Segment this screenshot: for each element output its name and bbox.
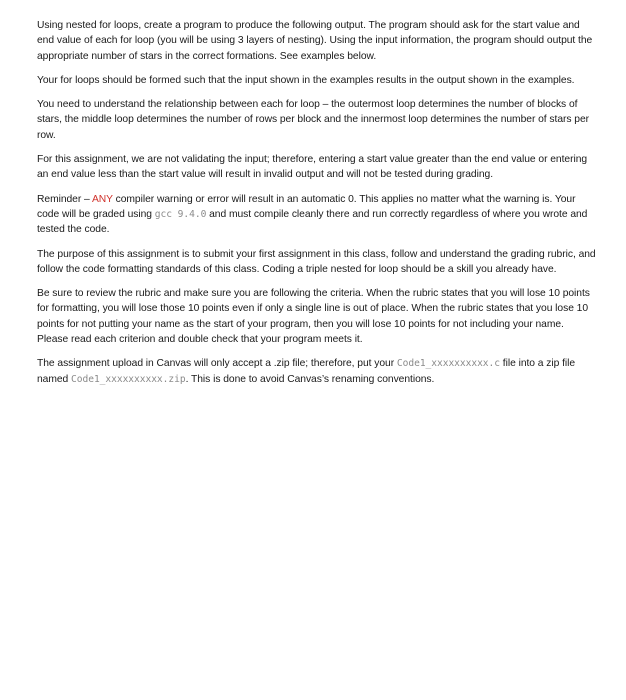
purpose-paragraph: The purpose of this assignment is to submit your first assignment in this class, follow and understand the grading rubric, and follow the code formatting standards of this class. Coding a triple nested for loop should be a skill you already have. — [37, 248, 596, 275]
intro-paragraph: Using nested for loops, create a program to produce the following output. The program should ask for the start value and end value of each for loop (you will be using 3 layers of nesting). Using the input information, the program should output the appropriate number of stars in the correct formations. See examples below. — [37, 20, 593, 62]
input-validation-paragraph: For this assignment, we are not validating the input; therefore, entering a start value greater than the end value or entering an end value less than the start value will result in invalid output and will not be tested during grading. — [37, 154, 588, 181]
upload-paragraph — [37, 356, 596, 387]
compiler-reminder-paragraph — [37, 192, 596, 238]
rubric-paragraph: Be sure to review the rubric and make sure you are following the criteria. When the rubric states that you will lose 10 points for formatting, you will lose those 10 points even if only a single line is out of place. When the rubric states that you lose 10 points for not putting your name as the start of your program, then you will lose 10 points for not including your name. Please read each criterion and double check that your program meets it. — [37, 288, 590, 346]
upload-text-2: file into a zip file named — [37, 358, 576, 385]
loop-format-paragraph: Your for loops should be formed such that the input shown in the examples results in the output shown in the examples. — [37, 74, 575, 86]
any-emphasis: ANY — [91, 193, 113, 205]
reminder-text-2: and must compile cleanly there and run correctly regardless of where you wrote and tested the code. — [37, 208, 588, 236]
upload-text-1: The assignment upload in Canvas will only accept a .zip file; therefore, put your — [37, 358, 397, 370]
upload-text-3: . This is done to avoid Canvas’s renaming conventions. — [185, 373, 435, 385]
zip-filename-code: Code1_xxxxxxxxxx.zip — [71, 373, 186, 385]
compiler-version-code: gcc 9.4.0 — [154, 208, 207, 220]
source-filename-code: Code1_xxxxxxxxxx.c — [396, 358, 500, 370]
loop-relationship-paragraph: You need to understand the relationship between each for loop – the outermost loop determines the number of blocks of stars, the middle loop determines the number of rows per block and the innermost loop determines the number of stars per row. — [37, 99, 590, 141]
reminder-text-1: compiler warning or error will result in an automatic 0. This applies no matter what the warning is. Your code will be graded using — [37, 193, 576, 220]
reminder-label: Reminder – — [37, 193, 92, 205]
